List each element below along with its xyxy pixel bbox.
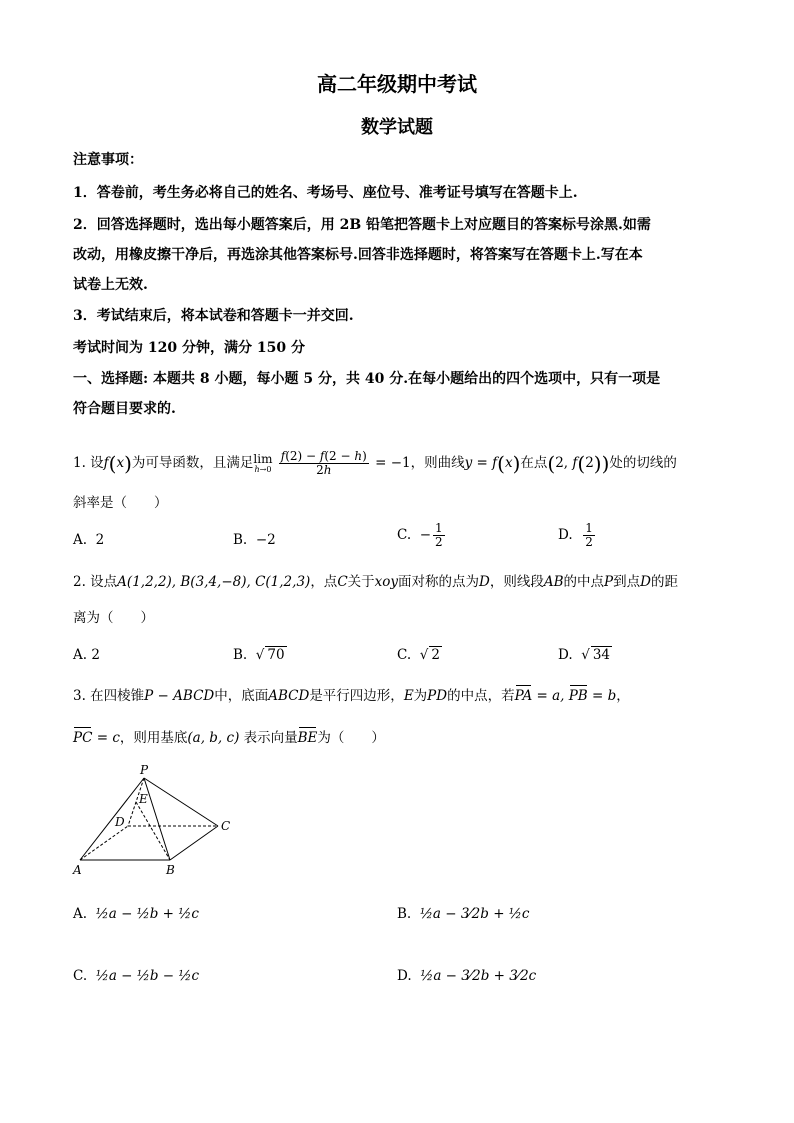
notice-item-3: 3．考试结束后，将本试卷和答题卡一并交回. xyxy=(73,308,354,324)
label-d: D xyxy=(115,815,125,829)
question-3-stem: 3. 在四棱锥P − ABCD中，底面ABCD是平行四边形，E为PD的中点，若PA = a, PB = b， xyxy=(73,688,630,704)
notice-item-2-line3: 试卷上无效. xyxy=(73,277,148,293)
q3-option-a[interactable]: A. ½a − ½b + ½c xyxy=(73,906,199,922)
exam-title: 高二年级期中考试 xyxy=(317,72,477,96)
q3-option-d[interactable]: D. ½a − 3⁄2b + 3⁄2c xyxy=(397,968,537,984)
edge-ad xyxy=(80,826,128,860)
q2-option-d[interactable]: D. √ 34 xyxy=(558,647,611,663)
q2-option-a[interactable]: A. 2 xyxy=(73,647,100,663)
question-3-stem-line2: PC = c，则用基底(a, b, c) 表示向量BE为（ ） xyxy=(73,730,385,746)
q1-option-c[interactable]: C. − $\frac{1}{2}$ xyxy=(397,521,443,549)
question-1-stem-line2: 斜率是（ ） xyxy=(73,495,168,511)
exam-subtitle: 数学试题 xyxy=(361,117,433,138)
exam-time: 考试时间为 120 分钟，满分 150 分 xyxy=(73,340,305,356)
section1-heading-line1: 一、选择题: 本题共 8 小题，每小题 5 分，共 40 分.在每小题给出的四个选项中，只有一项是 xyxy=(73,371,661,387)
q2-option-b[interactable]: B. √ 70 xyxy=(233,647,285,663)
notice-heading: 注意事项： xyxy=(73,152,143,168)
question-2-stem: 2. 设点A(1,2,2), B(3,4,−8), C(1,2,3)，点C关于xoy面对称的点为D，则线段AB的中点P到点D的距 xyxy=(73,574,678,590)
label-c: C xyxy=(221,819,231,833)
question-1-stem: 1. 设f(x)为可导函数，且满足lim h→0 $\frac{f(2) - f(2 - h)}{2h}$ = −1，则曲线y = f(x)在点(2, f(2))处的切线的 xyxy=(73,449,677,477)
edge-pc xyxy=(144,778,218,826)
q3-option-b[interactable]: B. ½a − 3⁄2b + ½c xyxy=(397,906,530,922)
q1-option-d[interactable]: D. $\frac{1}{2}$ xyxy=(558,521,593,549)
edge-pb xyxy=(144,778,170,860)
notice-item-2-line1: 2．回答选择题时，选出每小题答案后，用 2B 铅笔把答题卡上对应题目的答案标号涂黑.如需 xyxy=(73,217,651,233)
pyramid-figure xyxy=(70,760,240,880)
q2-option-c[interactable]: C. √ 2 xyxy=(397,647,440,663)
q3-option-c[interactable]: C. ½a − ½b − ½c xyxy=(73,968,200,984)
label-e: E xyxy=(139,792,148,806)
q1-option-b[interactable]: B. −2 xyxy=(233,532,276,548)
segment-be xyxy=(136,802,170,860)
label-a: A xyxy=(73,863,82,877)
question-2-stem-line2: 离为（ ） xyxy=(73,610,154,626)
q1-option-a[interactable]: A. 2 xyxy=(73,532,105,548)
label-p: P xyxy=(140,763,149,777)
edge-pa xyxy=(80,778,144,860)
edge-bc xyxy=(170,826,218,860)
label-b: B xyxy=(166,863,175,877)
notice-item-1: 1．答卷前，考生务必将自己的姓名、考场号、座位号、准考证号填写在答题卡上. xyxy=(73,185,578,201)
notice-item-2-line2: 改动，用橡皮擦干净后，再选涂其他答案标号.回答非选择题时，将答案写在答题卡上.写在本 xyxy=(73,247,643,263)
section1-heading-line2: 符合题目要求的. xyxy=(73,401,176,417)
